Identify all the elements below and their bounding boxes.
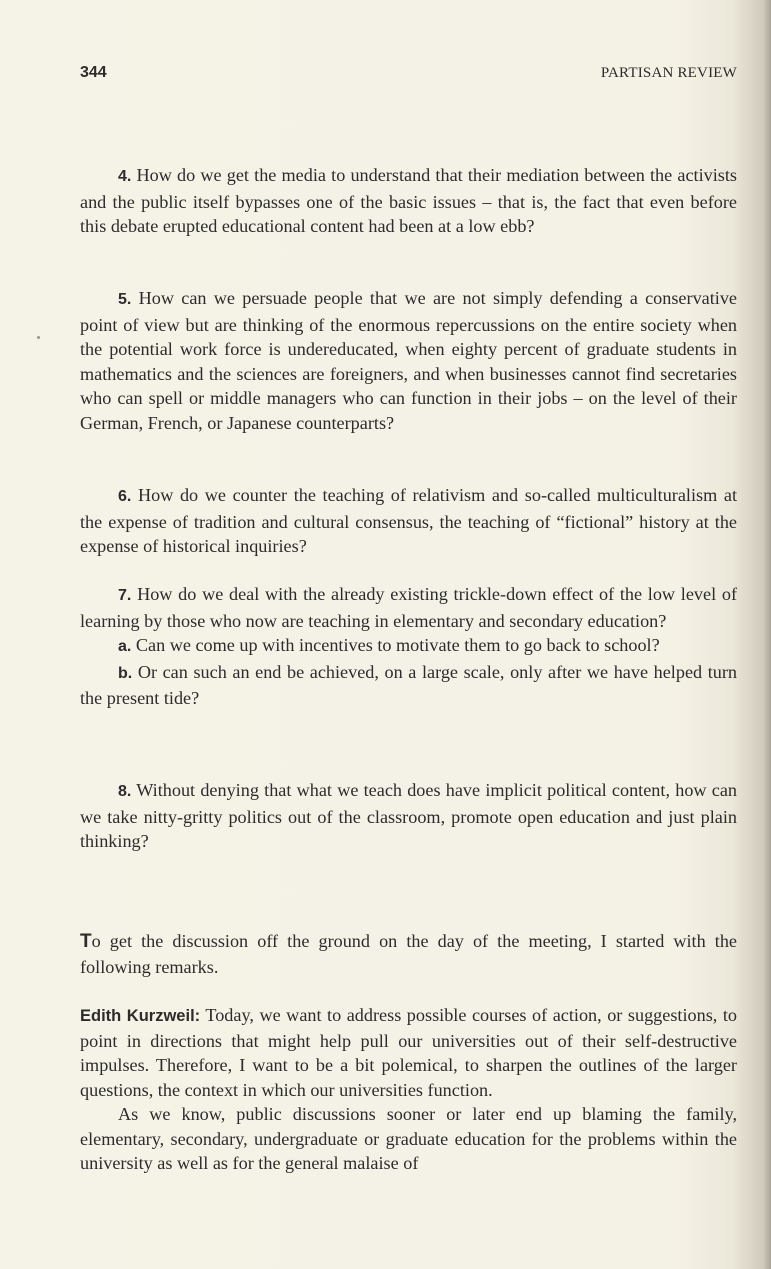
subitem-b: [80, 660, 737, 711]
question-text: How do we deal with the already existing trickle-down effect of the low level of learning by those who now are teaching in elementary and secondary education?: [80, 584, 738, 631]
question-6: [80, 483, 737, 559]
question-number: 7.: [118, 587, 132, 604]
subitem-a: [80, 633, 737, 660]
question-text: How do we get the media to understand that their mediation between the activists and the public itself bypasses one of the basic issues – that is, the fact that even before this debate erupted educational content had been at a low ebb?: [80, 165, 737, 236]
page-number: 344: [80, 64, 107, 81]
question-text: How do we counter the teaching of relativism and so-called multiculturalism at the expense of tradition and cultural consensus, the teaching of “fictional” history at the expense of historical inquiries?: [80, 485, 737, 556]
question-number: 6.: [118, 488, 132, 505]
running-head: PARTISAN REVIEW: [600, 65, 737, 81]
question-8: [80, 778, 737, 854]
question-text: Without denying that what we teach does have implicit political content, how can we take nitty-gritty politics out of the classroom, promote open education and just plain thinking?: [80, 780, 738, 851]
intro-text: o get the discussion off the ground on the day of the meeting, I started with the following remarks.: [80, 931, 737, 977]
question-5: [80, 286, 737, 435]
question-4: [80, 163, 737, 239]
subitem-letter: b.: [118, 664, 133, 682]
question-text: How can we persuade people that we are not simply defending a conservative point of view but are thinking of the enormous repercussions on the entire society when the potential work force is undereducated, when eighty percent of graduate students in mathematics and the sciences are foreigners, and when businesses cannot find secretaries who can spell or middle managers who can function in their jobs – on the level of their German, French, or Japanese counterparts?: [80, 288, 738, 433]
speech-paragraph-1: Today, we want to address possible courses of action, or suggestions, to point in directions that might help pull our universities out of their self-destructive impulses. Therefore, I want to be a bit polemical, to sharpen the outlines of the larger questions, the context in which our universities function.: [80, 1005, 737, 1100]
subitem-text: Or can such an end be achieved, on a large scale, only after we have helped turn the present tide?: [80, 661, 738, 708]
speech: [80, 1003, 737, 1176]
speaker-name: Edith Kurzweil:: [80, 1007, 201, 1025]
initial-letter: T: [80, 931, 92, 952]
page-header: [80, 64, 737, 88]
margin-speck: [37, 336, 40, 339]
question-7: [80, 582, 737, 711]
subitem-text: Can we come up with incentives to motivate them to go back to school?: [135, 635, 660, 655]
speech-paragraph-2: As we know, public discussions sooner or later end up blaming the family, elementary, secondary, undergraduate or graduate education for the problems within the university as well as for the general malaise of: [80, 1104, 737, 1173]
question-number: 5.: [118, 291, 132, 308]
question-number: 8.: [118, 783, 132, 800]
question-number: 4.: [118, 168, 132, 185]
subitem-letter: a.: [118, 638, 132, 655]
intro-paragraph: [80, 929, 737, 979]
